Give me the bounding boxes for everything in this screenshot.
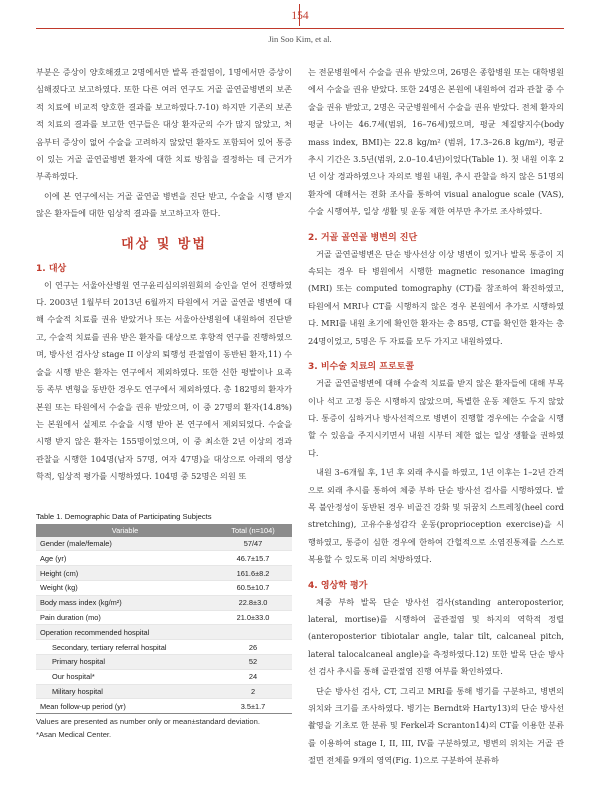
table-cell-value: 161.6±8.2 <box>214 566 292 581</box>
table-cell-label: Military hospital <box>36 684 214 699</box>
subsection-title-diagnosis: 2. 거골 골연골 병변의 진단 <box>308 232 418 243</box>
left-column <box>36 64 292 740</box>
table-cell-label: Primary hospital <box>36 654 214 669</box>
table-cell-value: 3.5±1.7 <box>214 699 292 714</box>
table-cell-label: Secondary, tertiary referral hospital <box>36 640 214 655</box>
table-cell-value: 52 <box>214 654 292 669</box>
table-row <box>36 610 292 625</box>
table-cell-value: 57/47 <box>214 537 292 551</box>
table-row <box>36 640 292 655</box>
protocol-paragraph-2: 내원 3–6개월 후, 1년 후 외래 추시를 하였고, 1년 이후는 1–2년 간격으로 외래 추시를 통하여 체중 부하 단순 방사선 검사를 시행하였다. 발목 불안정성이 동반된 경우 비골건 강화 및 뒤꿈치 스트레칭(heel cord stretching), 고유수용성감각 운동(proprioception exercise)을 시행하였고, 통증이 심한 경우에 한하여 간헐적으로 소염진통제를 스스로 복용할 수 있도록 미리 처방하였다. <box>308 467 564 565</box>
table-cell-value: 60.5±10.7 <box>214 580 292 595</box>
table-row <box>36 625 292 640</box>
table-cell-value <box>214 625 292 640</box>
table-cell-label: Our hospital* <box>36 669 214 684</box>
running-author: Jin Soo Kim, et al. <box>268 34 332 44</box>
header-divider <box>36 28 564 29</box>
table-row <box>36 699 292 714</box>
table-row <box>36 551 292 566</box>
table-header-total: Total (n=104) <box>214 524 292 537</box>
right-column <box>308 64 564 772</box>
table-cell-value: 46.7±15.7 <box>214 551 292 566</box>
subjects-paragraph-continued: 는 전문병원에서 수술을 권유 받았으며, 26명은 종합병원 또는 대학병원에서 수술을 권유 받았다. 또한 24명은 본원에 내원하여 검과 관찰 중 수술을 권유 받았고, 2명은 국군병원에서 수술을 권유 받았다. 전체 환자의 평균 나이는 46.7세(범위, 16–76세)였으며, 평균 체질량지수(body mass index, BMI)는 22.8 kg/m² (범위, 17.3–26.8 kg/m²), 평균 추시 기간은 3.5년(범위, 2.0–10.4년)이었다(Table 1). 첫 내원 이후 2년 이상 경과하였으나 자의로 병원 내원, 추시 관찰을 하지 않은 51명의 환자에 대해서는 전화 조사를 통하여 visual analogue scale (VAS), 수술 시행여부, 일상 생활 및 운동 제한 여부만 추가로 조사하였다. <box>308 67 564 217</box>
page-header <box>0 0 600 56</box>
demographic-table <box>36 524 292 715</box>
table-row <box>36 654 292 669</box>
table-cell-label: Weight (kg) <box>36 580 214 595</box>
table-cell-label: Mean follow-up period (yr) <box>36 699 214 714</box>
table-row <box>36 537 292 551</box>
table-header-row <box>36 524 292 537</box>
subsection-title-imaging: 4. 영상학 평가 <box>308 580 368 591</box>
table-footnote-2: *Asan Medical Center. <box>36 730 112 740</box>
table-cell-label: Operation recommended hospital <box>36 625 214 640</box>
subsection-title-protocol: 3. 비수술 치료의 프로토콜 <box>308 362 415 373</box>
table-header-variable: Variable <box>36 524 214 537</box>
table-cell-label: Height (cm) <box>36 566 214 581</box>
intro-paragraph-1: 부분은 증상이 양호해졌고 2명에서만 발목 관절염이, 1명에서만 증상이 심해졌다고 보고하였다. 또한 다른 여러 연구도 거골 골연골병변의 보존적 치료에 비교적 양호한 결과를 보고하였다.7-10) 하지만 기존의 보존적 치료의 결과를 보고한 연구들은 대상 환자군의 수가 많지 않았고, 처음부터 증상이 없어 수술을 고려하지 않았던 환자도 포함되어 있어 통증이 있는 거골 골연골병변 환자에 대한 치료 방침을 결정하는 데 근거가 부족하였다. <box>36 67 292 182</box>
subsection-title-subjects: 1. 대상 <box>36 263 67 274</box>
table-cell-label: Pain duration (mo) <box>36 610 214 625</box>
table-cell-label: Body mass index (kg/m²) <box>36 595 214 610</box>
intro-paragraph-2: 이에 본 연구에서는 거골 골연골 병변을 진단 받고, 수술을 시행 받지 않은 환자들에 대한 임상적 결과를 보고하고자 한다. <box>36 190 292 219</box>
table-row <box>36 669 292 684</box>
page-number: 154 <box>291 10 309 22</box>
table-cell-value: 2 <box>214 684 292 699</box>
table-cell-value: 24 <box>214 669 292 684</box>
table-row <box>36 684 292 699</box>
imaging-paragraph-2: 단순 방사선 검사, CT, 그리고 MRI를 통해 병기를 구분하고, 병변의 위치와 크기를 조사하였다. 병기는 Berndt와 Harty13)의 단순 방사선 촬영을 기초로 한 분류 및 Ferkel과 Scranton14)의 CT를 이용한 분류를 이용하여 stage I, II, III, IV를 구분하였고, 병변의 위치는 거골 관절면 전체를 9개의 영역(Fig. 1)으로 구분하여 분류하 <box>308 685 564 766</box>
section-title-methods: 대상 및 방법 <box>121 236 207 252</box>
table-cell-value: 21.0±33.0 <box>214 610 292 625</box>
table-cell-value: 22.8±3.0 <box>214 595 292 610</box>
table-row <box>36 566 292 581</box>
protocol-paragraph-1: 거골 골연골병변에 대해 수술적 치료를 받지 않은 환자들에 대해 부목이나 석고 고정 등은 시행하지 않았으며, 특별한 운동 제한도 두지 않았다. 통증이 심하거나 방사선적으로 병변이 진행할 경우에는 수술을 시행할 수 있음을 주지시키면서 내원 시부터 제한 없는 일상 생활을 권하였다. <box>308 378 564 458</box>
table-cell-value: 26 <box>214 640 292 655</box>
diagnosis-paragraph: 거골 골연골병변은 단순 방사선상 이상 병변이 있거나 발목 통증이 지속되는 경우 타 병원에서 시행한 magnetic resonance imaging (MRI) 또는 computed tomography (CT)를 참조하여 확진하였고, 타원에서 MRI나 CT를 시행하지 않은 경우 본원에서 추가로 시행하였다. MRI를 내원 초기에 확인한 환자는 총 85명, CT를 확인한 환자는 총 24명이었고, 5명은 두 자료를 모두 가지고 내원하였다. <box>308 248 564 346</box>
table-title: Table 1. Demographic Data of Participating Subjects <box>36 511 212 521</box>
table-cell-label: Gender (male/female) <box>36 537 214 551</box>
subjects-paragraph: 이 연구는 서울아산병원 연구윤리심의위원회의 승인을 얻어 진행하였다. 2003년 1월부터 2013년 6월까지 타원에서 거골 골연골 병변에 대해 수술적 치료를 권유 받았거나 또는 서울아산병원에 내원하여 진단받고, 수술적 치료를 권유 받은 환자를 대상으로 후향적 연구를 진행하였으며, 방사선 검사상 stage II 이상의 퇴행성 관절염이 동반된 환자,11) 수술을 시행 받은 환자는 연구에서 제외하였다. 또한 신한 평발이나 요족 등 족부 변형을 동반한 경우도 연구에서 제외하였다. 총 182명의 환자가 본원 또는 타원에서 수술을 권유 받았으며, 이 중 27명의 환자(14.8%)는 본원에서 실제로 수술을 시행 받아 본 연구에서 제외되었다. 수술을 시행 받지 않은 환자는 155명이었으며, 이 중 최소한 2년 이상의 경과 관찰을 시행한 104명(남자 57명, 여자 47명)을 대상으로 아래의 영상학적, 임상적 평가를 시행하였다. 104명 중 52명은 의원 또 <box>36 279 292 482</box>
table-row <box>36 595 292 610</box>
table-cell-label: Age (yr) <box>36 551 214 566</box>
table-row <box>36 580 292 595</box>
imaging-paragraph-1: 체중 부하 발목 단순 방사선 검사(standing anteroposterior, lateral, mortise)를 시행하여 골관절염 및 하지의 역학적 정렬(anteroposterior tibiotalar angle, talar tilt, calcaneal pitch, lateral talocalcaneal angle)을 측정하였다.12) 또한 발목 단순 방사선 검사 추시를 통해 골관절염 진행 여부를 확인하였다. <box>308 596 564 677</box>
table-footnote-1: Values are presented as number only or mean±standard deviation. <box>36 717 260 727</box>
